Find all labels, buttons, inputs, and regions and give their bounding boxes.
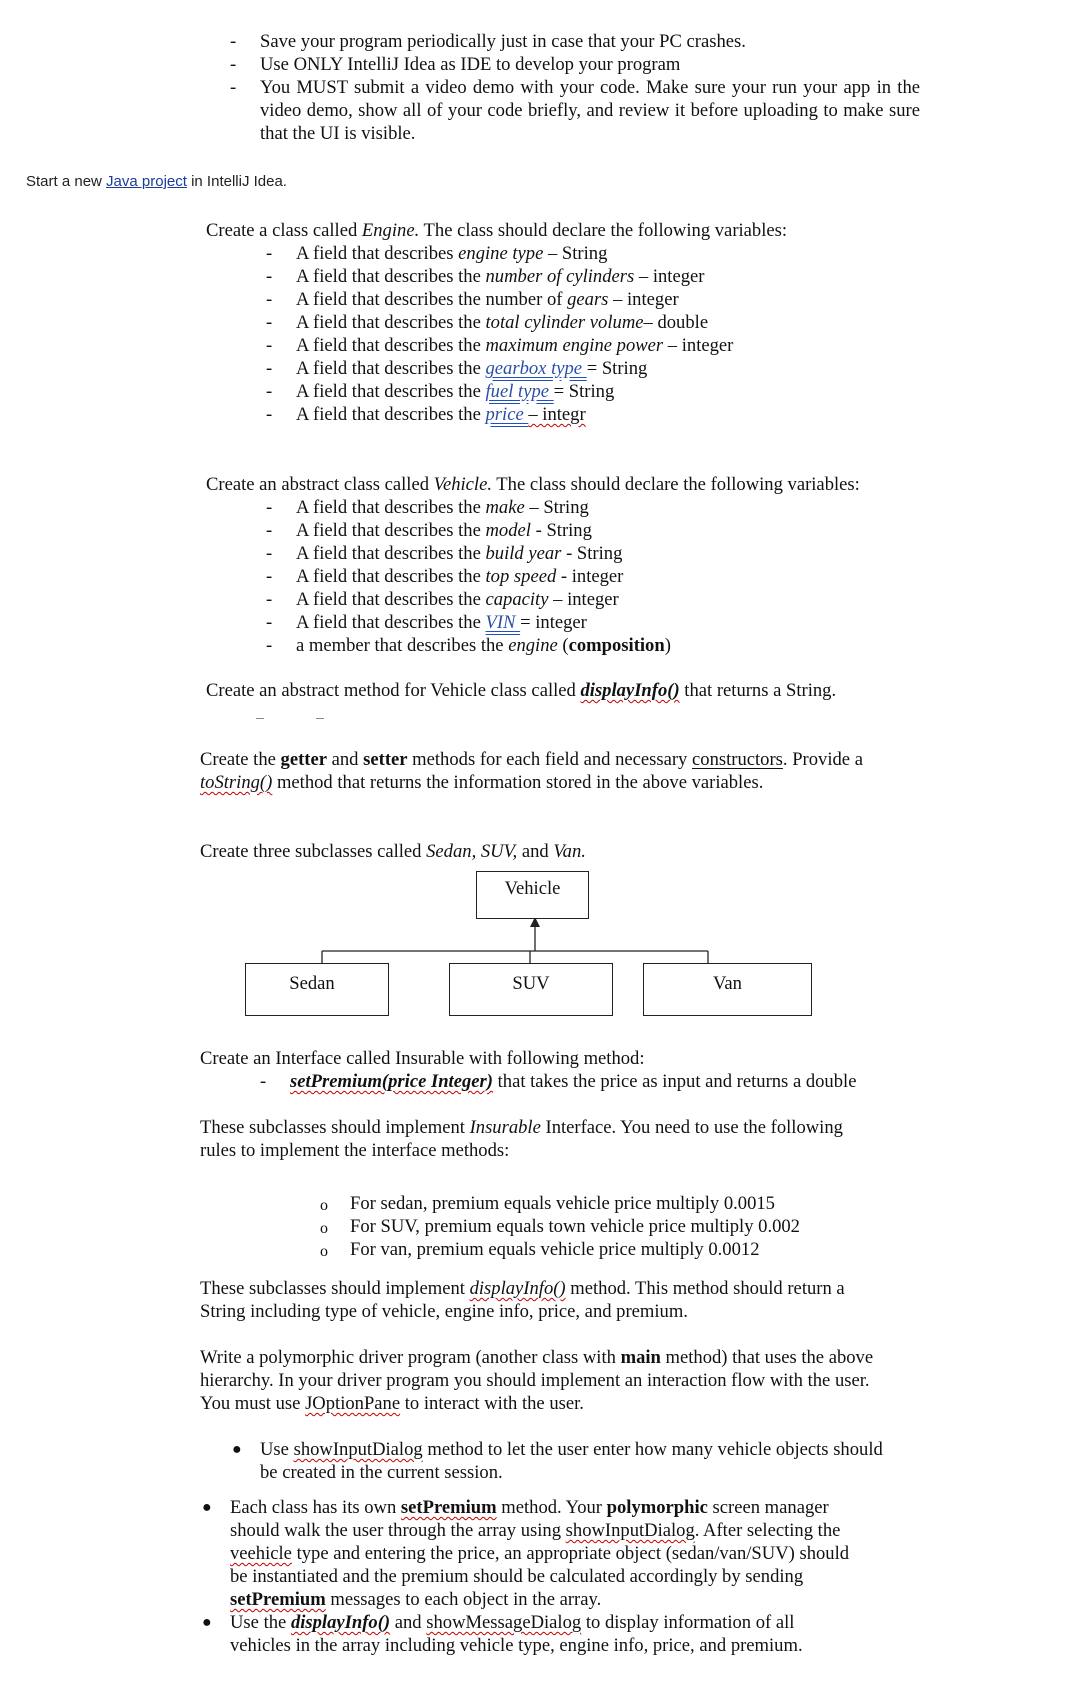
display-info-method: displayInfo(): [290, 1612, 391, 1633]
field-type: – integer: [608, 289, 679, 310]
dash-marker: -: [260, 1071, 267, 1092]
engine-class-name: Engine.: [361, 220, 420, 241]
interface-method-desc: that takes the price as input and returns a double: [492, 1071, 857, 1092]
implement-text: These subclasses should implement: [200, 1117, 470, 1138]
field-type: – integr: [528, 404, 586, 425]
driver-paragraph: [200, 1346, 930, 1415]
tostring-method: toString(): [200, 772, 273, 793]
dash-marker: -: [266, 404, 273, 425]
abstract-method-suffix: that returns a String.: [679, 680, 837, 701]
insurable-name: Insurable: [469, 1117, 541, 1138]
field-text: a member that describes the: [296, 635, 509, 656]
dash-marker: -: [266, 266, 273, 287]
field-type: = String: [553, 381, 615, 402]
field-type: - String: [530, 520, 592, 541]
field-text: (: [557, 635, 569, 656]
show-message-dialog-word: showMessageDialog: [426, 1612, 582, 1633]
circle-bullet-icon: o: [320, 1197, 328, 1214]
field-name: gears: [567, 289, 609, 310]
field-name: build year: [485, 543, 562, 564]
field-text: A field that describes the: [296, 381, 486, 402]
vehicle-box: [476, 871, 589, 919]
bullet-text: Each class has its own: [230, 1497, 401, 1518]
composition-word: composition: [568, 635, 665, 656]
field-name: model: [485, 520, 531, 541]
premium-rule: For van, premium equals vehicle price multiply 0.0012: [350, 1239, 760, 1260]
field-type: – String: [543, 243, 608, 264]
field-text: A field that describes the: [296, 404, 486, 425]
van-box: [643, 963, 812, 1016]
bullet-text: and: [390, 1612, 427, 1633]
field-name: price: [485, 404, 529, 425]
premium-rule: For sedan, premium equals vehicle price multiply 0.0015: [350, 1193, 775, 1214]
field-text: A field that describes the: [296, 266, 486, 287]
top-list-item: Use ONLY IntelliJ Idea as IDE to develop your program: [260, 54, 681, 75]
display-text: These subclasses should implement: [200, 1278, 470, 1299]
field-name: total cylinder volume: [485, 312, 644, 333]
sedan-box-label: Sedan: [289, 973, 335, 994]
sedan-box: [245, 963, 389, 1016]
field-text: A field that describes the: [296, 497, 486, 518]
field-name: VIN: [485, 612, 521, 633]
dash-marker: -: [266, 289, 273, 310]
implement-text: rules to implement the interface methods:: [200, 1140, 510, 1161]
field-type: ): [664, 635, 671, 656]
driver-text: Write a polymorphic driver program (another class with: [200, 1347, 621, 1368]
top-list-item: You MUST submit a video demo with your code. Make sure your run your app in the video demo, show all of your code briefly, and review it before uploading to make sure that the UI is visible.: [260, 77, 920, 144]
getters-text: and: [326, 749, 364, 770]
top-list-item: Save your program periodically just in case that your PC crashes.: [260, 31, 746, 52]
getter-word: getter: [280, 749, 327, 770]
dash-marker: -: [266, 358, 273, 379]
bullet-text: to display information of all: [581, 1612, 795, 1633]
driver-text: method) that uses the above: [660, 1347, 874, 1368]
bullet-text: screen manager: [707, 1497, 829, 1518]
start-prefix: Start a new: [26, 173, 107, 190]
suv-box: [449, 963, 613, 1016]
implement-paragraph: [200, 1116, 920, 1162]
field-type: - String: [561, 543, 623, 564]
field-text: A field that describes: [296, 243, 459, 264]
vehicle-box-label: Vehicle: [504, 878, 561, 899]
field-type: - integer: [556, 566, 624, 587]
premium-rule: For SUV, premium equals town vehicle price multiply 0.002: [350, 1216, 800, 1237]
subclasses-and: and: [517, 841, 554, 862]
set-premium-signature: setPremium(price Integer): [290, 1071, 493, 1092]
java-project-link[interactable]: Java project: [106, 173, 187, 190]
bullet-dot-icon: ●: [232, 1441, 242, 1458]
bullet-text: . After selecting the: [694, 1520, 841, 1541]
bullet-text: method. Your: [496, 1497, 607, 1518]
driver-text: You must use: [200, 1393, 306, 1414]
field-text: A field that describes the number of: [296, 289, 568, 310]
bullet-dot-icon: ●: [202, 1614, 212, 1631]
bullet-text: Use: [260, 1439, 294, 1460]
field-name: maximum engine power: [485, 335, 664, 356]
display-text: method. This method should return a: [565, 1278, 845, 1299]
circle-bullet-icon: o: [320, 1220, 328, 1237]
field-name: capacity: [485, 589, 549, 610]
display-text: String including type of vehicle, engine info, price, and premium.: [200, 1301, 688, 1322]
bullet-text: should walk the user through the array using: [230, 1520, 566, 1541]
driver-text: hierarchy. In your driver program you should implement an interaction flow with the user.: [200, 1370, 870, 1391]
engine-intro-prefix: Create a class called: [206, 220, 362, 241]
field-text: A field that describes the: [296, 543, 486, 564]
dash-marker: -: [266, 312, 273, 333]
main-word: main: [620, 1347, 661, 1368]
veehicle-word: veehicle: [230, 1543, 292, 1564]
field-text: A field that describes the: [296, 566, 486, 587]
driver-text: to interact with the user.: [400, 1393, 584, 1414]
getters-text: Create the: [200, 749, 281, 770]
dash-marker: -: [266, 543, 273, 564]
bullet-item: [230, 1611, 890, 1657]
field-text: A field that describes the: [296, 589, 486, 610]
field-name: number of cylinders: [485, 266, 635, 287]
polymorphic-word: polymorphic: [606, 1497, 708, 1518]
suv-name: SUV,: [480, 841, 518, 862]
dash-marker: -: [266, 566, 273, 587]
field-type: = integer: [520, 612, 587, 633]
field-type: – String: [524, 497, 589, 518]
circle-bullet-icon: o: [320, 1243, 328, 1260]
bullet-text: be instantiated and the premium should be calculated accordingly by sending: [230, 1566, 804, 1587]
field-name: fuel type: [485, 381, 554, 402]
field-type: – integer: [548, 589, 619, 610]
show-input-dialog-word: showInputDialog: [293, 1439, 423, 1460]
interface-intro: Create an Interface called Insurable with following method:: [200, 1048, 645, 1069]
suv-box-label: SUV: [512, 973, 550, 994]
set-premium-word: setPremium: [400, 1497, 497, 1518]
field-name: engine: [508, 635, 558, 656]
field-text: A field that describes the: [296, 335, 486, 356]
getters-text: methods for each field and necessary: [407, 749, 693, 770]
display-info-method: displayInfo(): [580, 680, 680, 701]
dash-marker: -: [266, 635, 273, 656]
sedan-name: Sedan,: [426, 841, 477, 862]
dash-marker: -: [266, 381, 273, 402]
bullet-dot-icon: ●: [202, 1499, 212, 1516]
field-name: make: [485, 497, 525, 518]
display-info-paragraph: [200, 1277, 920, 1323]
dash-marker: -: [266, 612, 273, 633]
bullet-text: method to let the user enter how many vehicle objects should: [422, 1439, 883, 1460]
field-name: top speed: [485, 566, 557, 587]
subclasses-prefix: Create three subclasses called: [200, 841, 427, 862]
start-suffix: in IntelliJ Idea.: [186, 173, 287, 190]
field-text: A field that describes the: [296, 520, 486, 541]
dash-marker: -: [266, 520, 273, 541]
field-type: – integer: [634, 266, 705, 287]
constructors-word: constructors: [692, 749, 783, 770]
bullet-item: [260, 1438, 920, 1484]
field-name: gearbox type: [485, 358, 587, 379]
van-name: Van.: [553, 841, 586, 862]
interface-method-line: [290, 1070, 856, 1093]
set-premium-word: setPremium: [230, 1589, 326, 1610]
joptionpane-word: JOptionPane: [305, 1393, 401, 1414]
abstract-method-prefix: Create an abstract method for Vehicle class called: [206, 680, 581, 701]
vehicle-class-name: Vehicle.: [433, 474, 492, 495]
dash-marker: -: [266, 589, 273, 610]
dash-marker: -: [266, 335, 273, 356]
bullet-text: type and entering the price, an appropriate object (sedan/van/SUV) should: [291, 1543, 850, 1564]
bullet-text: messages to each object in the array.: [325, 1589, 602, 1610]
field-type: – double: [643, 312, 709, 333]
field-name: engine type: [458, 243, 544, 264]
dash-marker: -: [230, 77, 237, 98]
show-input-dialog-word: showInputDialog: [565, 1520, 695, 1541]
field-type: = String: [586, 358, 648, 379]
field-text: A field that describes the: [296, 312, 486, 333]
dash-marker: -: [230, 54, 237, 75]
dash-marker: -: [230, 31, 237, 52]
bullet-item: [230, 1496, 890, 1611]
engine-intro-suffix: The class should declare the following variables:: [419, 220, 788, 241]
dash-marker: -: [266, 497, 273, 518]
bullet-text: be created in the current session.: [260, 1462, 503, 1483]
bullet-text: vehicles in the array including vehicle type, engine info, price, and premium.: [230, 1635, 803, 1656]
field-text: A field that describes the: [296, 612, 486, 633]
field-type: – integer: [663, 335, 734, 356]
implement-text: Interface. You need to use the following: [540, 1117, 843, 1138]
field-text: A field that describes the: [296, 358, 486, 379]
bullet-text: Use the: [230, 1612, 291, 1633]
van-box-label: Van: [713, 973, 742, 994]
dash-marker: -: [266, 243, 273, 264]
vehicle-intro-suffix: The class should declare the following variables:: [492, 474, 860, 495]
getters-text: method that returns the information stored in the above variables.: [272, 772, 764, 793]
display-info-method: displayInfo(): [469, 1278, 566, 1299]
setter-word: setter: [363, 749, 408, 770]
vehicle-intro-prefix: Create an abstract class called: [206, 474, 434, 495]
getters-text: . Provide a: [782, 749, 863, 770]
